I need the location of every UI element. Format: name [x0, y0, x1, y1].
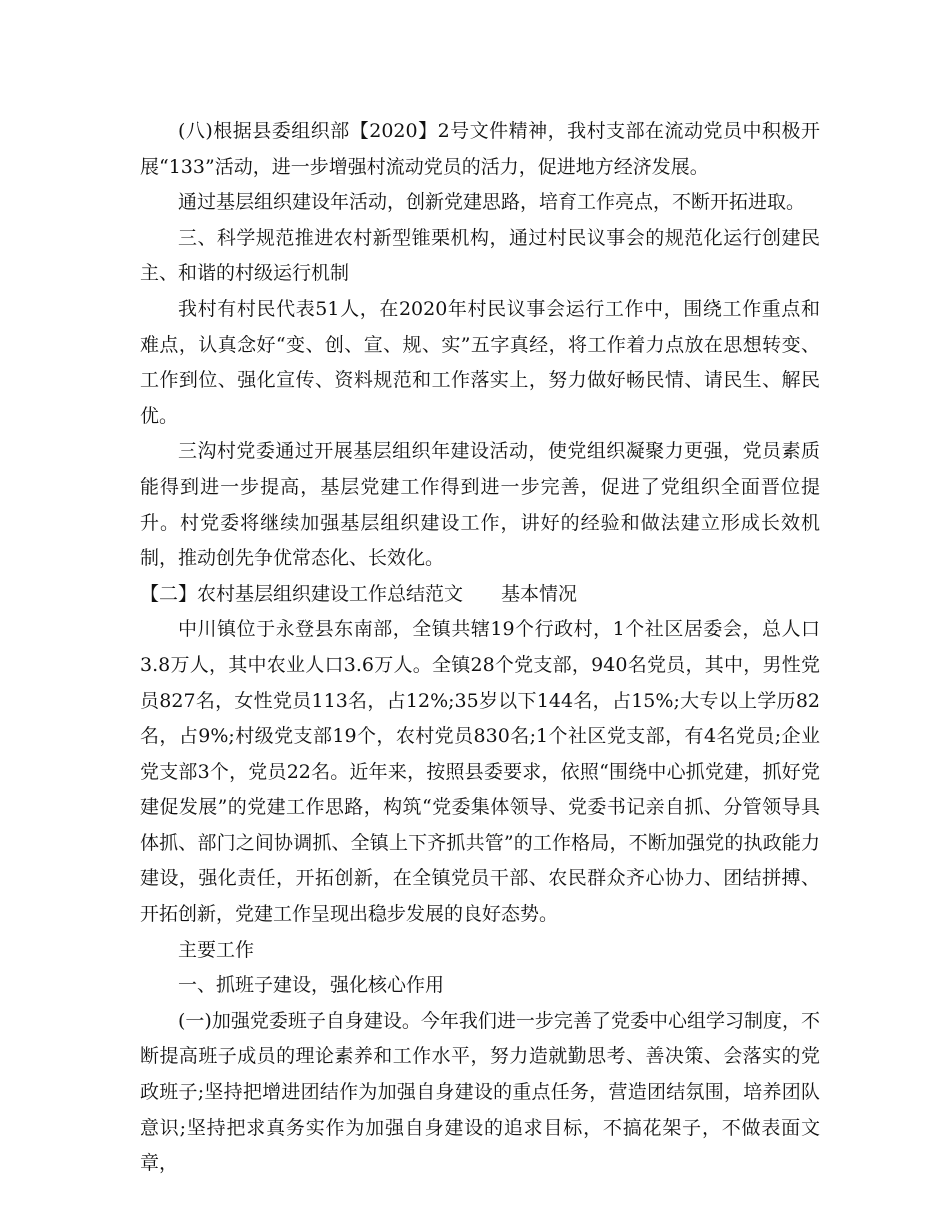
paragraph-basic-situation: 中川镇位于永登县东南部，全镇共辖19个行政村，1个社区居委会，总人口3.8万人，其中农业人口3.6万人。全镇28个党支部，940名党员，其中，男性党员827名，女性党员113名，占12%;35岁以下144名，占15%;大专以上学历82名，占9%;村级党支部19个，农村党员830名;1个社区党支部，有4名党员;企业党支部3个，党员22名。近年来，按照县委要求，依照“围绕中心抓党建，抓好党建促发展”的党建工作思路，构筑“党委集体领导、党委书记亲自抓、分管领导具体抓、部门之间协调抓、全镇上下齐抓共管”的工作格局，不断加强党的执政能力建设，强化责任，开拓创新，在全镇党员干部、农民群众齐心协力、团结拼搏、开拓创新，党建工作呈现出稳步发展的良好态势。 — [140, 618, 820, 926]
section-heading-one: 一、抓班子建设，强化核心作用 — [178, 974, 445, 997]
subheading-main-work: 主要工作 — [178, 938, 255, 961]
document-body — [140, 114, 820, 1182]
paragraph-item-8: (八)根据县委组织部【2020】2号文件精神，我村支部在流动党员中积极开展“133”活动，进一步增强村流动党员的活力，促进地方经济发展。 — [140, 120, 820, 178]
paragraph-village-representatives: 我村有村民代表51人，在2020年村民议事会运行工作中，围绕工作重点和难点，认真念好“变、创、宣、规、实”五字真经，将工作着力点放在思想转变、工作到位、强化宣传、资料规范和工作落实上，努力做好畅民情、请民生、解民优。 — [140, 297, 820, 427]
paragraph-summary: 通过基层组织建设年活动，创新党建思路，培育工作亮点，不断开拓进取。 — [178, 191, 806, 214]
paragraph-leadership-building: (一)加强党委班子自身建设。今年我们进一步完善了党委中心组学习制度，不断提高班子成员的理论素养和工作水平，努力造就勤思考、善决策、会落实的党政班子;坚持把增进团结作为加强自身建设的重点任务，营造团结氛围，培养团队意识;坚持把求真务实作为加强自身建设的追求目标，不搞花架子，不做表面文章， — [140, 1009, 820, 1175]
paragraph-sangou-village: 三沟村党委通过开展基层组织年建设活动，使党组织凝聚力更强，党员素质能得到进一步提高，基层党建工作得到进一步完善，促进了党组织全面晋位提升。村党委将继续加强基层组织建设工作，讲好的经验和做法建立形成长效机制，推动创先争优常态化、长效化。 — [140, 440, 820, 570]
section-heading-three: 三、科学规范推进农村新型锥栗机构，通过村民议事会的规范化运行创建民主、和谐的村级运行机制 — [140, 226, 820, 285]
article-two-heading: 【二】农村基层组织建设工作总结范文 基本情况 — [140, 582, 578, 605]
